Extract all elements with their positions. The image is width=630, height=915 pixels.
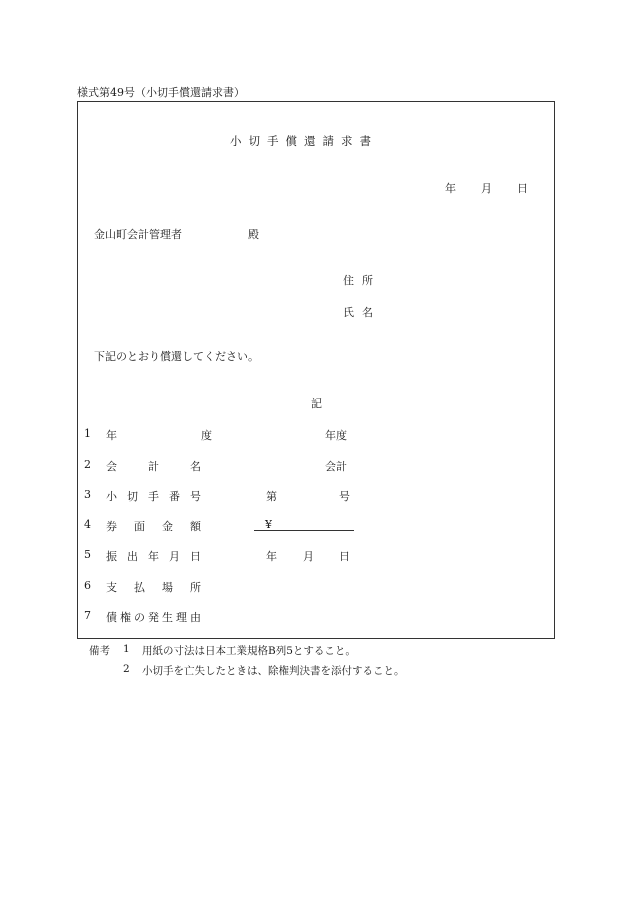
date-year-label: 年 (445, 182, 456, 195)
item-number: 1 (84, 427, 91, 440)
note-text: 小切手を亡失したときは、除権判決書を添付すること。 (142, 665, 405, 677)
item-label: 年度 (106, 429, 296, 442)
item-number: 3 (84, 488, 91, 501)
item-number: 2 (84, 458, 91, 471)
item-number: 5 (84, 548, 91, 561)
form-number-label: 様式第49号（小切手償還請求書） (77, 86, 245, 99)
item-date-day: 日 (339, 550, 350, 563)
date-month-label: 月 (481, 182, 492, 195)
form-title: 小切手償還請求書 (230, 134, 378, 148)
note-text: 用紙の寸法は日本工業規格B列5とすること。 (142, 645, 356, 657)
item-number: 7 (84, 609, 91, 622)
addressee: 金山町会計管理者 (94, 228, 182, 241)
notes-heading: 備考 (89, 645, 110, 657)
item-value: ¥ (265, 518, 272, 531)
item-value: 年度 (325, 429, 347, 442)
applicant-name-label: 氏名 (343, 306, 381, 319)
note-number: 1 (123, 643, 130, 655)
item-label: 振出年月日 (106, 550, 211, 563)
amount-underline (254, 530, 354, 531)
date-line (445, 180, 528, 196)
item-label: 会計名 (106, 460, 232, 473)
date-day-label: 日 (517, 182, 528, 195)
ki-heading: 記 (311, 397, 322, 410)
item-date-month: 月 (303, 550, 314, 563)
item-label: 支払場所 (106, 581, 218, 594)
item-number: 6 (84, 579, 91, 592)
item-label: 債権の発生理由 (106, 611, 204, 624)
honorific: 殿 (248, 228, 259, 241)
item-value: 会計 (325, 460, 347, 473)
note-number: 2 (123, 663, 130, 675)
item-value-suffix: 号 (339, 490, 350, 503)
item-value-prefix: 第 (266, 490, 277, 503)
item-date-year: 年 (266, 550, 277, 563)
item-label: 小切手番号 (106, 490, 211, 503)
item-label: 券面金額 (106, 520, 218, 533)
request-text: 下記のとおり償還してください。 (94, 350, 259, 363)
item-number: 4 (84, 518, 91, 531)
applicant-address-label: 住所 (343, 274, 381, 287)
